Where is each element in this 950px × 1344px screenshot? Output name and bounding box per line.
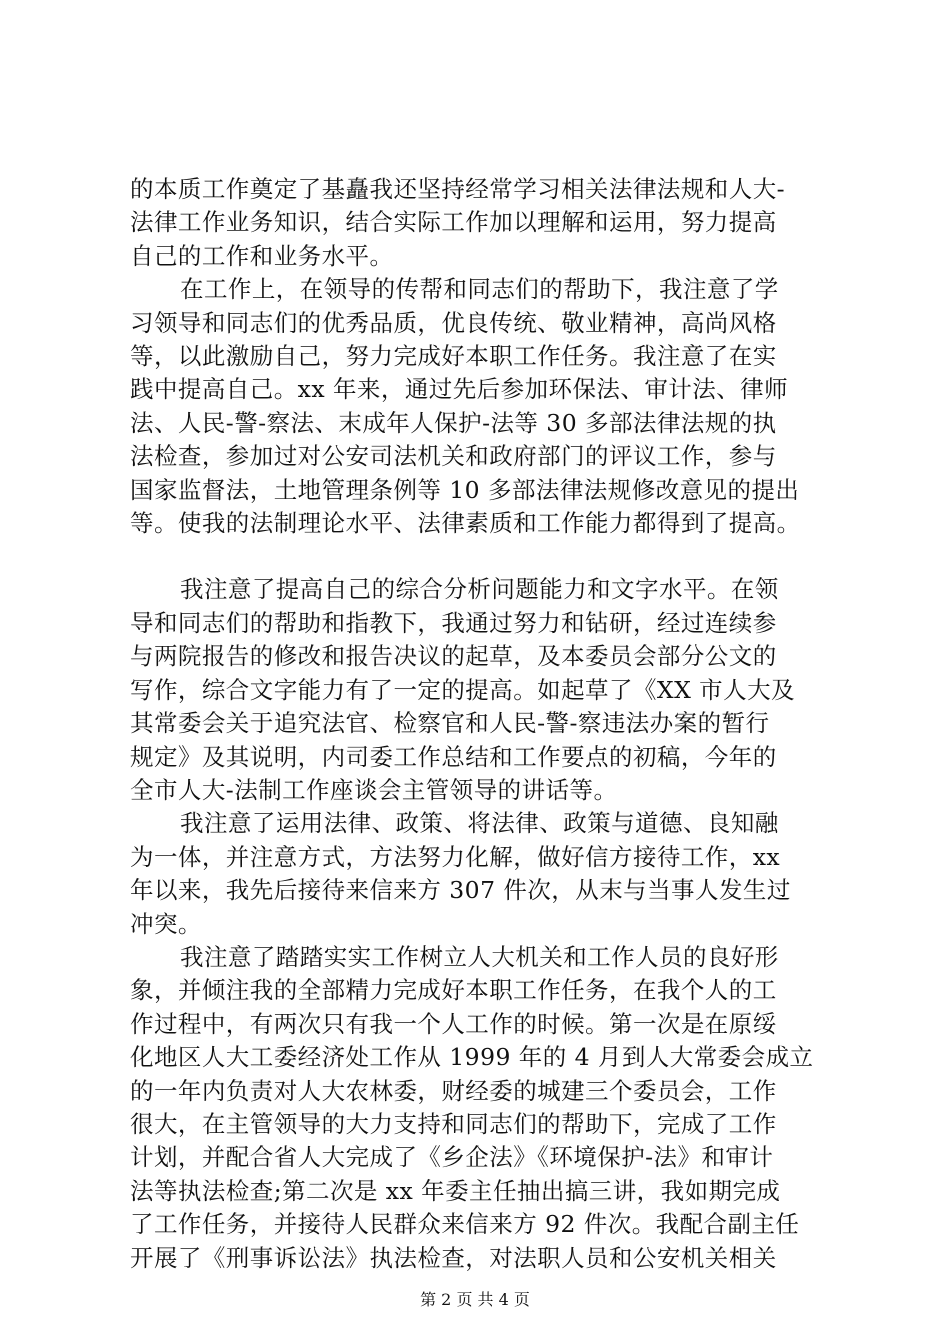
text-line: 写作，综合文字能力有了一定的提高。如起草了《XX 市人大及 — [130, 675, 795, 704]
text-line: 规定》及其说明，内司委工作总结和工作要点的初稿，今年的 — [130, 742, 777, 771]
text-line: 法律工作业务知识，结合实际工作加以理解和运用，努力提高 — [130, 208, 777, 237]
paragraph-4 — [130, 807, 850, 941]
text-line: 冲突。 — [130, 909, 202, 938]
text-line: 等，以此激励自己，努力完成好本职工作任务。我注意了在实 — [130, 342, 777, 371]
text-line: 我注意了提高自己的综合分析问题能力和文字水平。在领 — [180, 575, 779, 604]
text-line: 年以来，我先后接待来信来方 307 件次，从末与当事人发生过 — [130, 876, 791, 905]
text-line: 国家监督法，土地管理条例等 10 多部法律法规修改意见的提出 — [130, 475, 800, 504]
text-line: 的本质工作奠定了基矗我还坚持经常学习相关法律法规和人大- — [130, 175, 786, 203]
text-line: 我注意了踏踏实实工作树立人大机关和工作人员的良好形 — [180, 942, 779, 971]
text-line: 为一体，并注意方式，方法努力化解，做好信方接待工作，xx — [130, 842, 781, 871]
paragraph-gap — [130, 540, 850, 573]
paragraph-3 — [130, 573, 850, 807]
text-line: 法、人民-警-察法、末成年人保护-法等 30 多部法律法规的执 — [130, 408, 777, 437]
text-line: 的一年内负责对人大农林委，财经委的城建三个委员会，工作 — [130, 1076, 777, 1105]
text-line: 法检查，参加过对公安司法机关和政府部门的评议工作，参与 — [130, 442, 777, 471]
text-line: 象，并倾注我的全部精力完成好本职工作任务，在我个人的工 — [130, 976, 777, 1005]
text-line: 了工作任务，并接待人民群众来信来方 92 件次。我配合副主任 — [130, 1210, 800, 1239]
text-line: 计划，并配合省人大完成了《乡企法》《环境保护-法》和审计 — [130, 1143, 774, 1172]
text-line: 习领导和同志们的优秀品质，优良传统、敬业精神，高尚风格 — [130, 308, 777, 337]
text-line: 践中提高自己。xx 年来，通过先后参加环保法、审计法、律师 — [130, 375, 789, 404]
text-line: 等。使我的法制理论水平、法律素质和工作能力都得到了提高。 — [130, 509, 801, 538]
text-line: 在工作上，在领导的传帮和同志们的帮助下，我注意了学 — [180, 275, 779, 304]
document-body — [130, 173, 850, 1275]
text-line: 其常委会关于追究法官、检察官和人民-警-察违法办案的暂行 — [130, 709, 770, 738]
paragraph-2 — [130, 273, 850, 540]
text-line: 作过程中，有两次只有我一个人工作的时候。第一次是在原绥 — [130, 1009, 777, 1038]
text-line: 我注意了运用法律、政策、将法律、政策与道德、良知融 — [180, 809, 779, 838]
page-number-label: 第 2 页 共 4 页 — [420, 1290, 530, 1309]
text-line: 与两院报告的修改和报告决议的起草，及本委员会部分公文的 — [130, 642, 777, 671]
paragraph-1 — [130, 173, 850, 273]
page-footer — [0, 1290, 950, 1310]
text-line: 全市人大-法制工作座谈会主管领导的讲话等。 — [130, 775, 618, 804]
text-line: 很大，在主管领导的大力支持和同志们的帮助下，完成了工作 — [130, 1109, 777, 1138]
text-line: 化地区人大工委经济处工作从 1999 年的 4 月到人大常委会成立 — [130, 1043, 814, 1072]
text-line: 法等执法检查;第二次是 xx 年委主任抽出搞三讲，我如期完成 — [130, 1176, 781, 1205]
text-line: 导和同志们的帮助和指教下，我通过努力和钻研，经过连续参 — [130, 608, 777, 637]
paragraph-5 — [130, 941, 850, 1275]
text-line: 开展了《刑事诉讼法》执法检查，对法职人员和公安机关相关 — [130, 1243, 777, 1272]
text-line: 自己的工作和业务水平。 — [130, 241, 394, 270]
